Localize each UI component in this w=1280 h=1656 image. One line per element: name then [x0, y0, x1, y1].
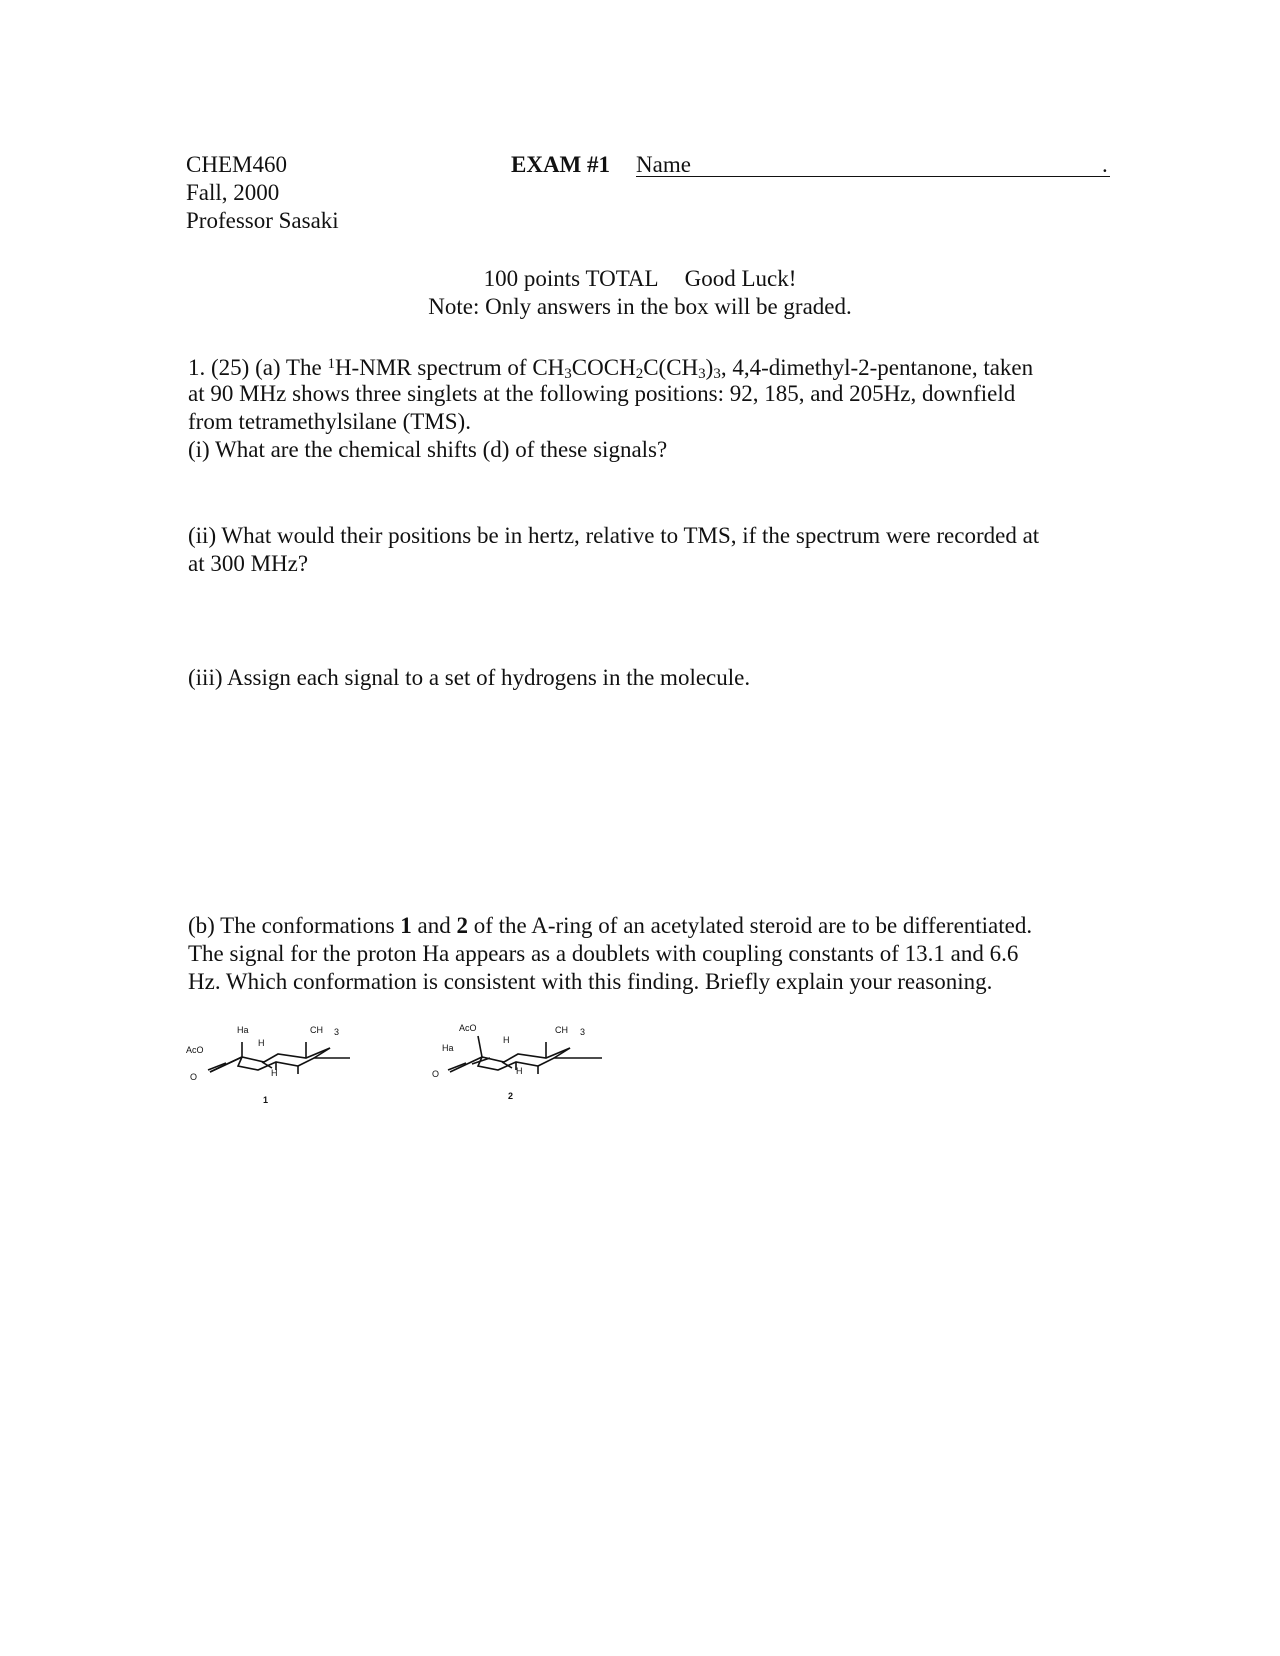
- label-ha-2: Ha: [442, 1043, 454, 1053]
- label-ch-1: CH: [310, 1025, 323, 1035]
- label-ha-1: Ha: [237, 1025, 249, 1035]
- label-h-bot-2: H: [516, 1066, 523, 1076]
- points-banner: [0, 265, 1280, 292]
- chair-diagram-1: [180, 1020, 360, 1090]
- name-label: Name: [636, 152, 691, 177]
- good-luck: Good Luck!: [684, 266, 797, 291]
- professor: Professor Sasaki: [186, 208, 339, 233]
- structure-number-2: 2: [508, 1091, 514, 1101]
- question-1a-part-ii-line2: at 300 MHz?: [188, 551, 309, 576]
- label-o-2: O: [432, 1069, 440, 1079]
- question-1a-line1: 1. (25) (a) The $^1$H-NMR spectrum of $CH_3COCH_2C(CH_3)_3$, 4,4-dimethyl-2-pentanone, taken: [188, 355, 1034, 382]
- question-1a-line3: from tetramethylsilane (TMS).: [188, 409, 471, 434]
- name-field[interactable]: [636, 152, 1110, 177]
- label-sub3-1: 3: [334, 1027, 340, 1037]
- label-h-bot-1: H: [271, 1068, 278, 1078]
- label-sub3-2: 3: [580, 1027, 586, 1037]
- label-o-1: O: [190, 1072, 198, 1082]
- question-1b-line3: Hz. Which conformation is consistent with this finding. Briefly explain your reasoning.: [188, 969, 993, 994]
- question-1b-line2: The signal for the proton Ha appears as a doublets with coupling constants of 13.1 and 6.6: [188, 941, 1019, 966]
- label-h-top-2: H: [503, 1035, 510, 1045]
- structure-number-1: 1: [263, 1095, 269, 1105]
- question-1a-line2: at 90 MHz shows three singlets at the following positions: 92, 185, and 205Hz, downfield: [188, 381, 1016, 406]
- question-1b-line1: (b) The conformations 1 and 2 of the A-ring of an acetylated steroid are to be differentiated.: [188, 913, 1033, 938]
- points-total: 100 points TOTAL: [483, 266, 659, 291]
- grading-note: Note: Only answers in the box will be graded.: [428, 294, 852, 319]
- course-code: CHEM460: [186, 152, 287, 177]
- exam-title: EXAM #1: [511, 152, 611, 177]
- question-1a-part-ii-line1: (ii) What would their positions be in hertz, relative to TMS, if the spectrum were recorded at: [188, 523, 1040, 548]
- question-1a-part-iii: (iii) Assign each signal to a set of hydrogens in the molecule.: [188, 665, 751, 690]
- question-1a-part-i: (i) What are the chemical shifts (d) of these signals?: [188, 437, 668, 462]
- label-ch-2: CH: [555, 1025, 568, 1035]
- label-aco-1: AcO: [186, 1045, 204, 1055]
- label-aco-2: AcO: [459, 1023, 477, 1033]
- name-end-mark: .: [1102, 152, 1108, 177]
- term: Fall, 2000: [186, 180, 280, 205]
- label-h-top-1: H: [258, 1038, 265, 1048]
